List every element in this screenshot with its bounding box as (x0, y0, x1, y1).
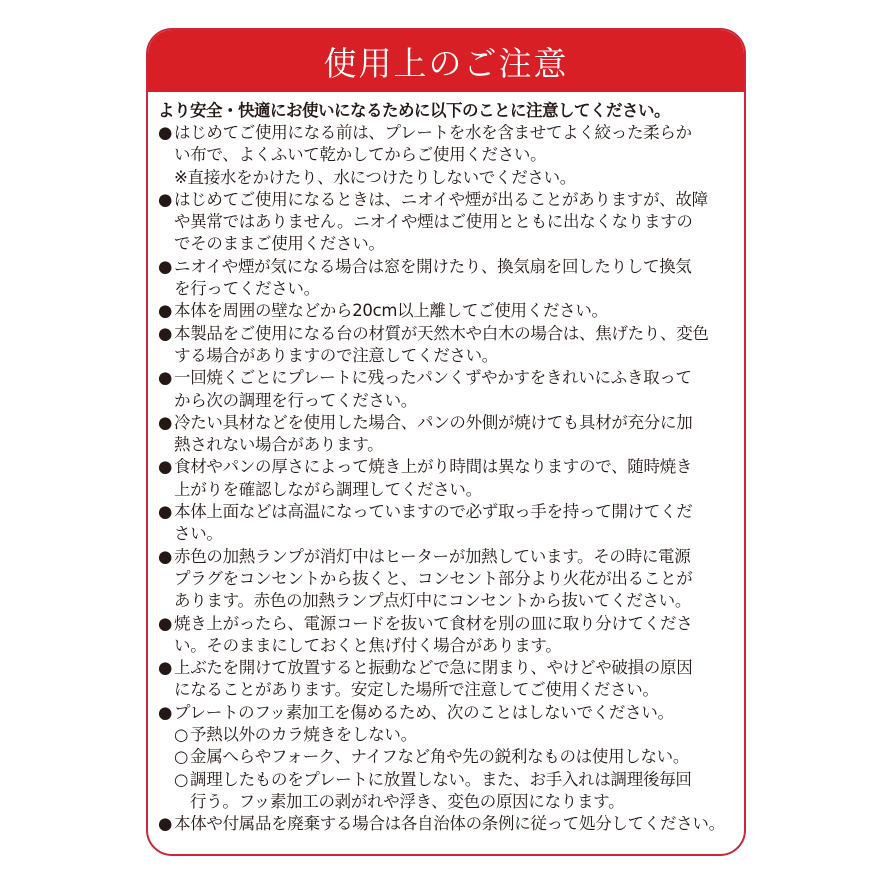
bullet-icon: ● (158, 457, 173, 477)
caution-item (158, 189, 738, 256)
circle-icon: ○ (174, 769, 189, 789)
item-line: 上がりを確認しながら調理してください。 (174, 479, 482, 499)
item-line: 本体や付属品を廃棄する場合は各自治体の条例に従って処分してください。 (174, 814, 725, 834)
item-line: 本体を周囲の壁などから20cm以上離してご使用ください。 (174, 301, 608, 321)
item-line: を行ってください。 (174, 279, 320, 299)
bullet-icon: ● (158, 702, 173, 722)
item-line: ニオイや煙が気になる場合は窓を開けたり、換気扇を回したりして換気 (174, 256, 692, 276)
item-line: はじめてご使用になる前は、プレートを水を含ませてよく絞った柔らか (174, 123, 692, 142)
caution-item (158, 702, 738, 724)
sub-item (158, 724, 738, 746)
item-line: 焼き上がったら、電源コードを抜いて食材を別の皿に取り分けてくださ (174, 613, 693, 633)
item-line: 一回焼くごとにプレートに残ったパンくずやかすをきれいにふき取って (174, 368, 692, 388)
caution-item (158, 256, 738, 301)
item-line: でそのままご使用ください。 (174, 234, 385, 254)
bullet-icon: ● (158, 658, 173, 678)
item-line: あります。赤色の加熱ランプ点灯中にコンセントから抜いてください。 (174, 591, 692, 611)
caution-item (158, 323, 738, 368)
page-title: 使用上のご注意 (323, 43, 569, 83)
item-line: する場合がありますので注意してください。 (174, 345, 499, 365)
item-line: 上ぶたを開けて放置すると振動などで急に閉まり、やけどや破損の原因 (174, 658, 693, 678)
bullet-icon: ● (158, 368, 173, 388)
sub-item (158, 746, 738, 768)
caution-item (158, 412, 738, 457)
item-line: 食材やパンの厚さによって焼き上がり時間は異なりますので、随時焼き (174, 457, 693, 477)
caution-item (158, 367, 738, 412)
item-line: 冷たい具材などを使用した場合、パンの外側が焼けても具材が充分に加 (174, 412, 693, 432)
caution-item (158, 122, 738, 189)
item-line: から次の調理を行ってください。 (174, 390, 418, 410)
item-line: い布で、よくふいて乾かしてからご使用ください。 (174, 145, 547, 165)
caution-body (148, 92, 744, 836)
bullet-icon: ● (158, 412, 173, 432)
sub-item-line: 調理したものをプレートに放置しない。また、お手入れは調理後毎回 (190, 769, 692, 789)
caution-item (158, 657, 738, 702)
bullet-icon: ● (158, 814, 173, 834)
item-line: さい。 (174, 524, 223, 544)
item-line: 本製品をご使用になる台の材質が天然木や白木の場合は、焦げたり、変色 (174, 323, 709, 343)
item-line: 赤色の加熱ランプが消灯中はヒーターが加熱しています。その時に電源 (174, 546, 691, 566)
sub-item (158, 769, 738, 814)
bullet-icon: ● (158, 323, 173, 343)
circle-icon: ○ (174, 747, 189, 767)
item-line: になることがあります。安定した場所で注意してご使用ください。 (174, 680, 659, 700)
caution-item (158, 813, 738, 835)
intro-text: より安全・快適にお使いになるために以下のことに注意してください。 (158, 101, 670, 120)
bullet-icon: ● (158, 123, 173, 142)
circle-icon: ○ (174, 725, 189, 745)
bullet-icon: ● (158, 301, 173, 321)
caution-header (148, 30, 744, 92)
item-line: 本体上面などは高温になっていますので必ず取っ手を持って開けてくだ (174, 502, 693, 522)
item-line: い。そのままにしておくと焦げ付く場合があります。 (174, 635, 562, 655)
item-line: 熱されない場合があります。 (174, 435, 384, 455)
item-line: や異常ではありません。ニオイや煙はご使用とともに出なくなりますの (174, 212, 693, 232)
item-line: はじめてご使用になるときは、ニオイや煙が出ることがありますが、故障 (174, 189, 708, 209)
caution-item (158, 501, 738, 546)
sub-item-line: 金属へらやフォーク、ナイフなど角や先の鋭利なものは使用しない。 (190, 747, 690, 767)
item-note: ※直接水をかけたり、水につけたりしないでください。 (174, 167, 576, 187)
bullet-icon: ● (158, 189, 173, 209)
bullet-icon: ● (158, 546, 173, 566)
bullet-icon: ● (158, 502, 173, 522)
bullet-icon: ● (158, 613, 173, 633)
caution-item (158, 300, 738, 322)
sub-item-line: 行う。フッ素加工の剥がれや浮き、変色の原因になります。 (190, 791, 625, 811)
sub-item-line: 予熱以外のカラ焼きをしない。 (190, 725, 417, 745)
caution-item (158, 456, 738, 501)
caution-item (158, 546, 738, 613)
bullet-icon: ● (158, 256, 173, 276)
item-line: プレートのフッ素加工を傷めるため、次のことはしないでください。 (174, 702, 674, 722)
caution-card (146, 28, 746, 856)
item-line: プラグをコンセントから抜くと、コンセント部分より火花が出ることが (174, 568, 693, 588)
caution-item (158, 613, 738, 658)
